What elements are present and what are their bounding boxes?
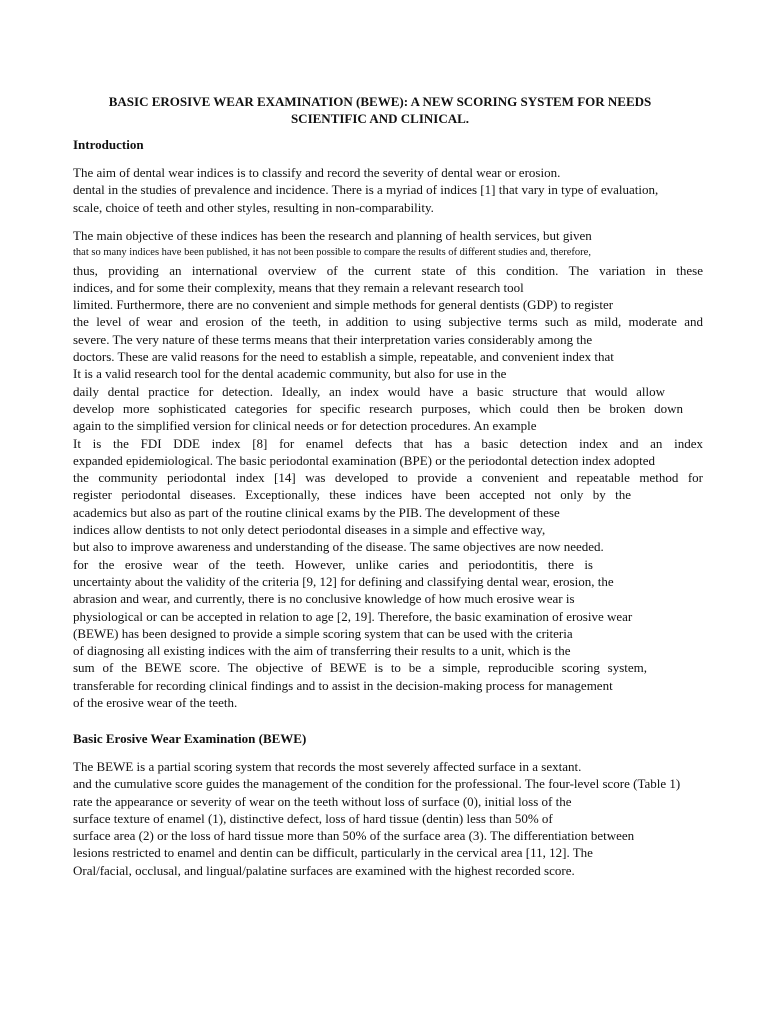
text-line: thus, providing an international overview of the current state of this condition. The variation in these xyxy=(73,262,703,278)
text-line: The aim of dental wear indices is to classify and record the severity of dental wear or erosion. xyxy=(73,165,561,180)
text-line: academics but also as part of the routine clinical exams by the PIB. The development of these xyxy=(73,504,560,520)
text-line: It is the FDI DDE index [8] for enamel defects that has a basic detection index and an index xyxy=(73,435,703,451)
document-title-line: BASIC EROSIVE WEAR EXAMINATION (BEWE): A NEW SCORING SYSTEM FOR NEEDS xyxy=(108,94,652,109)
text-line: indices, and for some their complexity, means that they remain a relevant research tool xyxy=(73,279,524,295)
text-line: register periodontal diseases. Exceptionally, these indices have been accepted not only by the xyxy=(73,487,631,503)
text-line: doctors. These are valid reasons for the need to establish a simple, repeatable, and convenient index that xyxy=(73,349,614,365)
text-line: dental in the studies of prevalence and incidence. There is a myriad of indices [1] that vary in type of evaluation, xyxy=(73,182,659,198)
text-line: sum of the BEWE score. The objective of BEWE is to be a simple, reproducible scoring system, xyxy=(73,660,647,676)
text-line: that so many indices have been published, it has not been possible to compare the results of different studies and, therefore, xyxy=(73,247,591,259)
text-line: for the erosive wear of the teeth. However, unlike caries and periodontitis, there is xyxy=(73,556,593,572)
text-line: It is a valid research tool for the dental academic community, but also for use in the xyxy=(73,366,507,382)
section-heading-introduction: Introduction xyxy=(73,137,144,152)
document-title xyxy=(60,93,700,127)
paragraph xyxy=(73,227,703,711)
paragraph xyxy=(73,164,703,216)
text-line: and the cumulative score guides the management of the condition for the professional. The four-level score (Table 1) xyxy=(73,776,681,792)
paragraph xyxy=(73,758,703,879)
text-line: (BEWE) has been designed to provide a simple scoring system that can be used with the criteria xyxy=(73,625,573,641)
text-line: The BEWE is a partial scoring system that records the most severely affected surface in a sextant. xyxy=(73,759,582,774)
text-line: lesions restricted to enamel and dentin can be difficult, particularly in the cervical area [11, 12]. The xyxy=(73,845,593,861)
text-line: physiological or can be accepted in relation to age [2, 19]. Therefore, the basic examination of erosive wear xyxy=(73,608,633,624)
document-title-line: SCIENTIFIC AND CLINICAL. xyxy=(290,111,470,126)
text-line: surface texture of enamel (1), distinctive defect, loss of hard tissue (dentin) less than 50% of xyxy=(73,810,553,826)
text-line: indices allow dentists to not only detect periodontal diseases in a simple and effective way, xyxy=(73,522,546,538)
text-line: surface area (2) or the loss of hard tissue more than 50% of the surface area (3). The differentiation between xyxy=(73,828,635,844)
text-line: expanded epidemiological. The basic periodontal examination (BPE) or the periodontal detection index adopted xyxy=(73,452,656,468)
text-line: the community periodontal index [14] was developed to provide a convenient and repeatable method for xyxy=(73,470,703,486)
text-line: scale, choice of teeth and other styles, resulting in non-comparability. xyxy=(73,199,434,215)
text-line: uncertainty about the validity of the criteria [9, 12] for defining and classifying dental wear, erosion, the xyxy=(73,573,614,589)
text-line: again to the simplified version for clinical needs or for detection procedures. An example xyxy=(73,418,537,434)
text-line: The main objective of these indices has been the research and planning of health services, but given xyxy=(73,228,592,243)
text-line: develop more sophisticated categories for specific research purposes, which could then be broken down xyxy=(73,400,683,416)
text-line: abrasion and wear, and currently, there is no conclusive knowledge of how much erosive wear is xyxy=(73,591,575,607)
text-line: severe. The very nature of these terms means that their interpretation varies considerably among the xyxy=(73,331,593,347)
text-line: but also to improve awareness and understanding of the disease. The same objectives are now needed. xyxy=(73,539,604,555)
text-line: daily dental practice for detection. Ideally, an index would have a basic structure that would allow xyxy=(73,383,665,399)
text-line: the level of wear and erosion of the teeth, in addition to using subjective terms such as mild, moderate and xyxy=(73,314,703,330)
text-line: of the erosive wear of the teeth. xyxy=(73,695,238,711)
section-heading-bewe: Basic Erosive Wear Examination (BEWE) xyxy=(73,731,307,746)
text-line: limited. Furthermore, there are no convenient and simple methods for general dentists (GDP) to register xyxy=(73,297,614,313)
text-line: rate the appearance or severity of wear on the teeth without loss of surface (0), initial loss of the xyxy=(73,793,572,809)
text-line: of diagnosing all existing indices with the aim of transferring their results to a unit, which is the xyxy=(73,643,571,659)
text-line: transferable for recording clinical findings and to assist in the decision-making process for management xyxy=(73,677,613,693)
text-line: Oral/facial, occlusal, and lingual/palatine surfaces are examined with the highest recorded score. xyxy=(73,862,575,878)
